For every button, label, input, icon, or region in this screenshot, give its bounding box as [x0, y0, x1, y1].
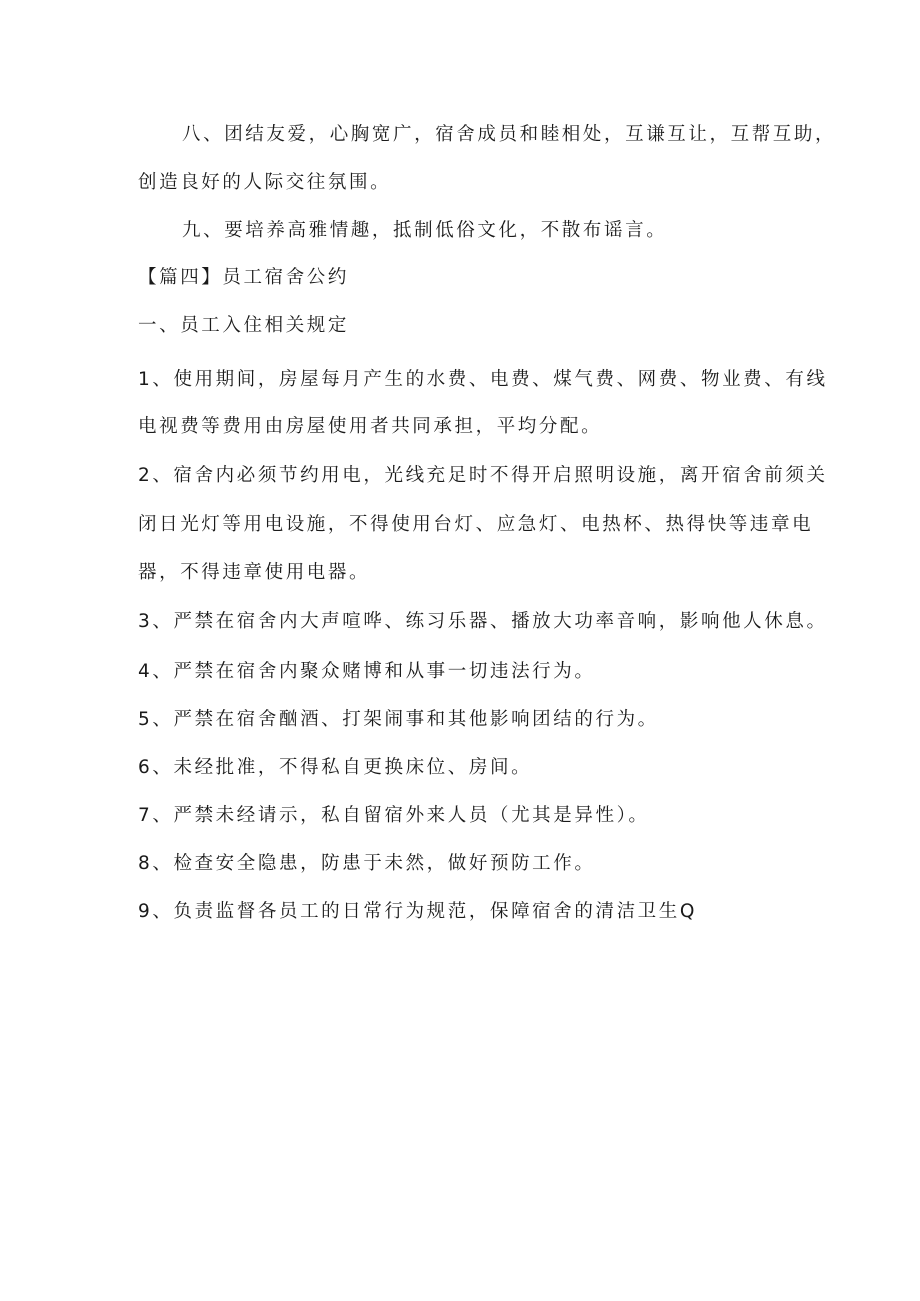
section-heading: 一、员工入住相关规定	[138, 315, 350, 336]
paragraph-rule-8-line-1: 八、团结友爱，心胸宽广，宿舍成员和睦相处，互谦互让，互帮互助，	[182, 124, 837, 145]
item-6: 6、未经批准，不得私自更换床位、房间。	[138, 757, 533, 778]
item-9: 9、负责监督各员工的日常行为规范，保障宿舍的清洁卫生Q	[138, 901, 698, 922]
item-7: 7、严禁未经请示，私自留宿外来人员（尤其是异性）。	[138, 805, 650, 826]
item-3: 3、严禁在宿舍内大声喧哗、练习乐器、播放大功率音响，影响他人休息。	[138, 611, 828, 632]
item-2-line-1: 2、宿舍内必须节约用电，光线充足时不得开启照明设施，离开宿舍前须关	[138, 465, 828, 486]
item-2-line-3: 器，不得违章使用电器。	[138, 562, 371, 583]
item-2-line-2: 闭日光灯等用电设施，不得使用台灯、应急灯、电热杯、热得快等违章电	[138, 514, 814, 535]
item-8: 8、检查安全隐患，防患于未然，做好预防工作。	[138, 853, 596, 874]
item-1-line-2: 电视费等费用由房屋使用者共同承担，平均分配。	[138, 416, 603, 437]
item-4: 4、严禁在宿舍内聚众赌博和从事一切违法行为。	[138, 661, 596, 682]
paragraph-rule-9: 九、要培养高雅情趣，抵制低俗文化，不散布谣言。	[182, 220, 668, 241]
item-1-line-1: 1、使用期间，房屋每月产生的水费、电费、煤气费、网费、物业费、有线	[138, 369, 828, 390]
item-5: 5、严禁在宿舍酗酒、打架闹事和其他影响团结的行为。	[138, 709, 659, 730]
section-title: 【篇四】员工宿舍公约	[138, 267, 350, 288]
paragraph-rule-8-line-2: 创造良好的人际交往氛围。	[138, 172, 392, 193]
